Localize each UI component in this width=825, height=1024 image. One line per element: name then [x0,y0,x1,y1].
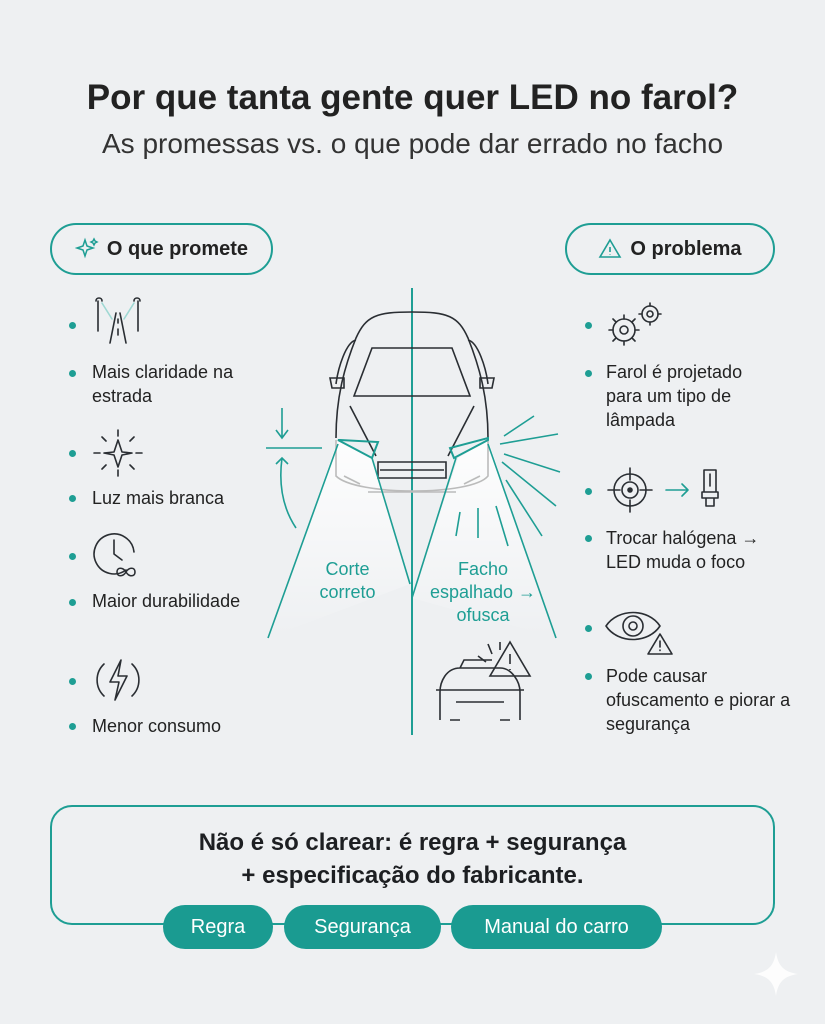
road-light-icon [90,295,146,345]
bullet [69,322,76,329]
bullet [69,495,76,502]
headlight-beam-diagram [260,280,570,740]
tag-seguranca: Segurança [284,905,441,949]
bullet [69,599,76,606]
lightning-icon [90,654,146,706]
bullet [585,625,592,632]
problems-header [565,223,775,275]
tag-regra: Regra [163,905,273,949]
bullet [585,370,592,377]
bullet [69,723,76,730]
bullet [69,450,76,457]
summary-line-1: Não é só clarear: é regra + segurança [198,829,627,856]
sparkle-light-icon [90,428,146,478]
promise-label: Luz mais branca [92,488,225,508]
scattered-beam-label: Facho espalhado → ofusca [429,559,537,625]
warning-icon [598,237,622,261]
page-subtitle: As promessas vs. o que pode dar errado no facho [101,128,724,159]
promise-label: Maior durabilidade [92,591,241,611]
summary-line-2: + especificação do fabricante. [241,862,584,889]
bullet [69,678,76,685]
problem-label: Farol é projetado para um tipo de lâmpada [606,362,743,430]
problem-label: Pode causar ofuscamento e piorar a segurança [606,666,791,734]
bullet [585,488,592,495]
eye-warning-icon [604,600,674,656]
bullet [585,322,592,329]
problems-header-label: O problema [630,237,742,260]
summary-text [50,826,775,892]
promise-label: Menor consumo [92,716,222,736]
clock-infinity-icon [90,530,146,582]
tag-manual: Manual do carro [451,905,662,949]
problem-label: Trocar halógena → LED muda o foco [606,528,760,572]
gears-icon [604,298,668,350]
correct-beam-label: Corte correto [319,559,376,602]
sparkle-icon [752,950,800,998]
promise-label: Mais claridade na estrada [92,362,234,406]
sparkles-icon [75,237,99,261]
bullet [69,370,76,377]
glare-car-warning-icon [436,642,530,720]
promises-header [50,223,273,275]
cutoff-arrows-icon [276,408,296,528]
bullet [585,535,592,542]
bullet [585,673,592,680]
promises-header-label: O que promete [106,237,249,260]
target-bulb-icon [604,462,734,518]
bullet [69,553,76,560]
page-title: Por que tanta gente quer LED no farol? [86,78,739,117]
